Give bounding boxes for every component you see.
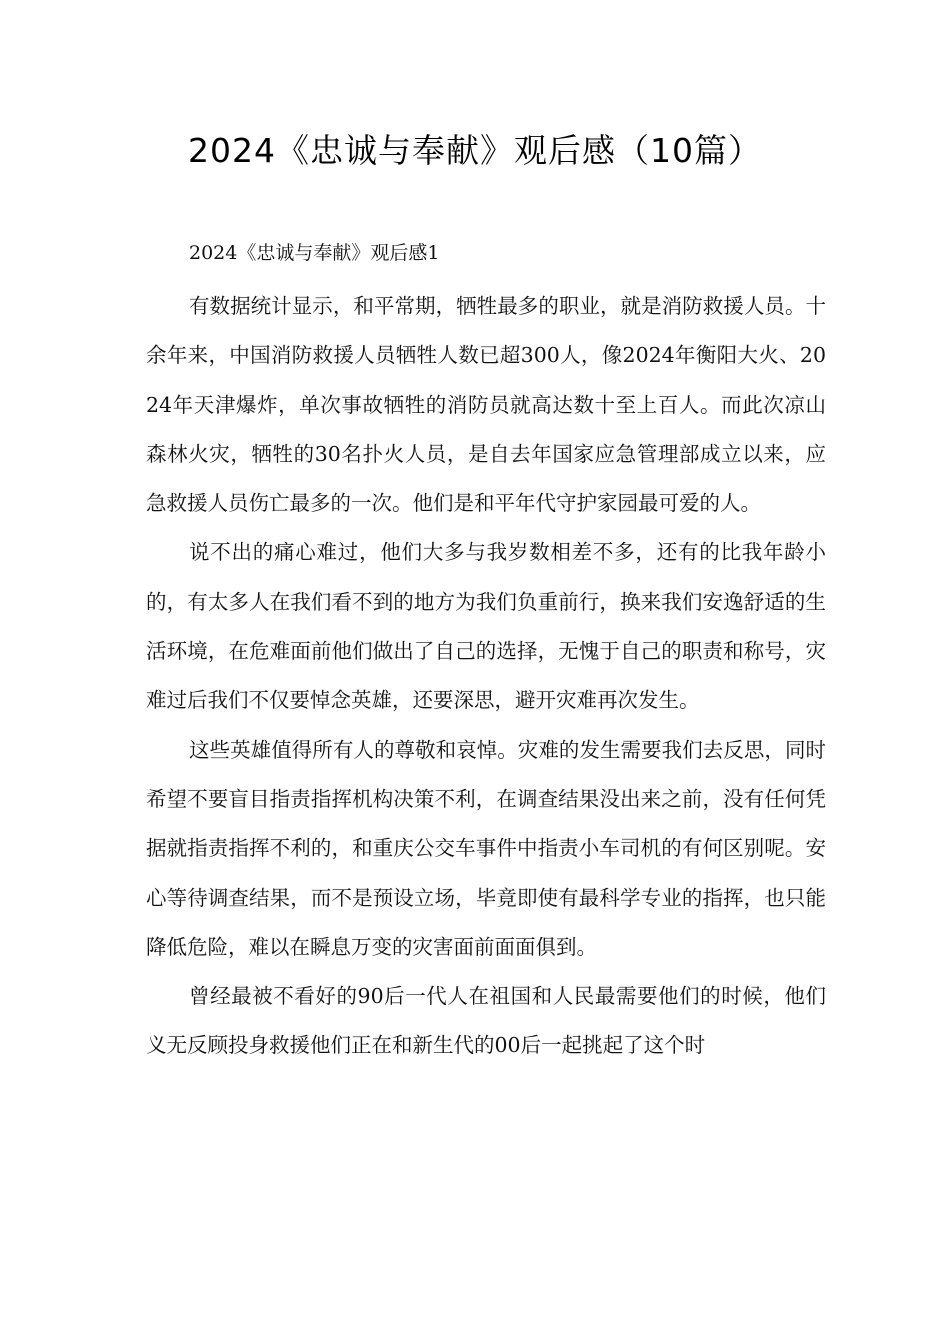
paragraph-4: 曾经最被不看好的90后一代人在祖国和人民最需要他们的时候，他们义无反顾投身救援他们正在和新生代的00后一起挑起了这个时 [146, 984, 826, 1058]
section-heading: 2024《忠诚与奉献》观后感1 [189, 242, 440, 264]
paragraph-2: 说不出的痛心难过，他们大多与我岁数相差不多，还有的比我年龄小的，有太多人在我们看不到的地方为我们负重前行，换来我们安逸舒适的生活环境，在危难面前他们做出了自己的选择，无愧于自己的职责和称号，灾难过后我们不仅要悼念英雄，还要深思，避开灾难再次发生。 [146, 540, 826, 713]
document-body [146, 282, 826, 1071]
document-title: 2024《忠诚与奉献》观后感（10篇） [188, 131, 762, 170]
paragraph-1: 有数据统计显示，和平常期，牺牲最多的职业，就是消防救援人员。十余年来，中国消防救援人员牺牲人数已超300人，像2024年衡阳大火、2024年天津爆炸，单次事故牺牲的消防员就高达数十至上百人。而此次凉山森林火灾，牺牲的30名扑火人员，是自去年国家应急管理部成立以来，应急救援人员伤亡最多的一次。他们是和平年代守护家园最可爱的人。 [146, 294, 826, 516]
paragraph-3: 这些英雄值得所有人的尊敬和哀悼。灾难的发生需要我们去反思，同时希望不要盲目指责指挥机构决策不利，在调查结果没出来之前，没有任何凭据就指责指挥不利的，和重庆公交车事件中指责小车司机的有何区别呢。安心等待调查结果，而不是预设立场，毕竟即使有最科学专业的指挥，也只能降低危险，难以在瞬息万变的灾害面前面面俱到。 [146, 737, 826, 959]
